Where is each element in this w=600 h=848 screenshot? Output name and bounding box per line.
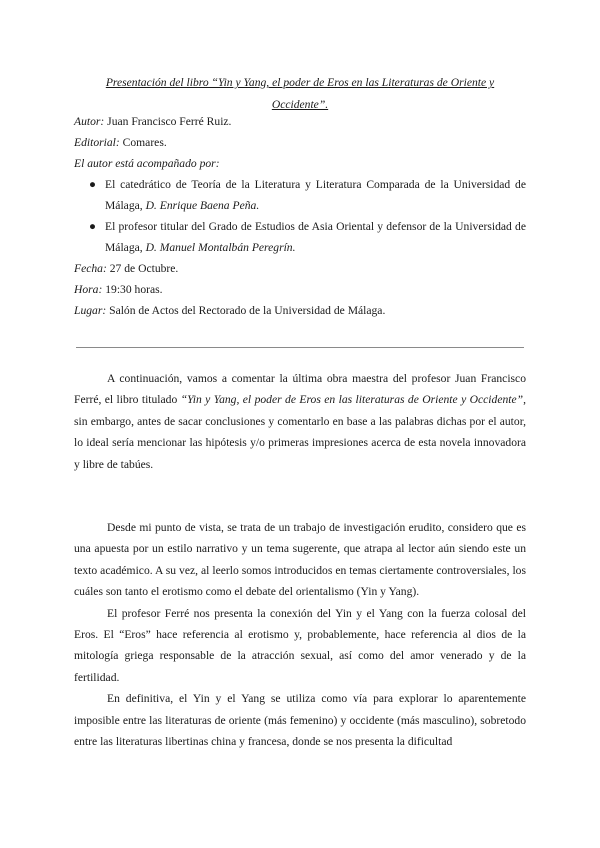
editorial-label: Editorial: bbox=[74, 136, 120, 149]
editorial-line bbox=[74, 132, 526, 153]
title-line-2: Occidente”. bbox=[271, 98, 329, 111]
paragraph-gap bbox=[74, 475, 526, 496]
book-title-inline: “Yin y Yang, el poder de Eros en las literaturas de Oriente y Occidente” bbox=[180, 393, 524, 407]
companions-list bbox=[74, 174, 526, 258]
hora-value: 19:30 horas. bbox=[102, 283, 163, 296]
companion-text: El catedrático de Teoría de la Literatura y Literatura Comparada de la Universidad de Málaga, bbox=[105, 178, 526, 212]
companion-name: D. Manuel Montalbán Peregrín. bbox=[145, 241, 296, 254]
lugar-line bbox=[74, 300, 526, 321]
fecha-line bbox=[74, 258, 526, 279]
paragraph-3: El profesor Ferré nos presenta la conexión del Yin y el Yang con la fuerza colosal del Eros. El “Eros” hace referencia al erotismo y, probablemente, hace referencia al dios de la mitología griega responsable de la atracción sexual, así como del amor venerado y de la fertilidad. bbox=[74, 606, 526, 684]
paragraph-4: En definitiva, el Yin y el Yang se utiliza como vía para explorar lo aparentemente imposible entre las literaturas de oriente (más femenino) y occidente (más masculino), sobretodo entre las literaturas libertinas china y francesa, donde se nos presenta la dificultad bbox=[74, 692, 526, 749]
paragraph-1-end: , sin embargo, antes de sacar conclusiones y comentarlo en base a las palabras dichas por el autor, lo ideal sería mencionar las hipótesis y/o primeras impresiones acerca de esta novela innovadora y libre de tabúes. bbox=[74, 393, 526, 471]
hora-line bbox=[74, 279, 526, 300]
paragraph-gap bbox=[74, 496, 526, 517]
autor-value: Juan Francisco Ferré Ruiz. bbox=[104, 115, 232, 128]
autor-line bbox=[74, 111, 526, 132]
lugar-label: Lugar: bbox=[74, 304, 107, 317]
companion-name: D. Enrique Baena Peña. bbox=[145, 199, 260, 212]
title-line-1: Presentación del libro “Yin y Yang, el poder de Eros en las Literaturas de Oriente y bbox=[105, 76, 495, 89]
acompanado-line bbox=[74, 153, 526, 174]
lugar-value: Salón de Actos del Rectorado de la Universidad de Málaga. bbox=[106, 304, 386, 317]
editorial-value: Comares. bbox=[119, 136, 167, 149]
companion-text: El profesor titular del Grado de Estudios de Asia Oriental y defensor de la Universidad de Málaga, bbox=[105, 220, 526, 254]
document-title bbox=[74, 72, 526, 116]
paragraph-2: Desde mi punto de vista, se trata de un trabajo de investigación erudito, considero que es una apuesta por un estilo narrativo y un tema sugerente, que atrapa al lector aún siendo este un texto académico. A su vez, al leerlo somos introducidos en temas ciertamente controversiales, los cuáles son tanto el erotismo como el debate del orientalismo (Yin y Yang). bbox=[74, 521, 526, 599]
horizontal-divider bbox=[76, 347, 524, 348]
event-info bbox=[74, 111, 526, 321]
fecha-label: Fecha: bbox=[74, 262, 107, 275]
fecha-value: 27 de Octubre. bbox=[106, 262, 179, 275]
list-item bbox=[74, 174, 526, 216]
body-text bbox=[74, 368, 526, 753]
bullet-icon: ● bbox=[89, 220, 97, 233]
autor-label: Autor: bbox=[74, 115, 105, 128]
acompanado-label: El autor está acompañado por: bbox=[74, 157, 220, 170]
paragraph-1-start: A continuación, vamos a comentar la última obra maestra del profesor Juan Francisco Ferré, el libro titulado bbox=[74, 372, 526, 407]
bullet-icon: ● bbox=[89, 178, 97, 191]
list-item bbox=[74, 216, 526, 258]
hora-label: Hora: bbox=[74, 283, 103, 296]
paragraph-1 bbox=[74, 368, 526, 475]
